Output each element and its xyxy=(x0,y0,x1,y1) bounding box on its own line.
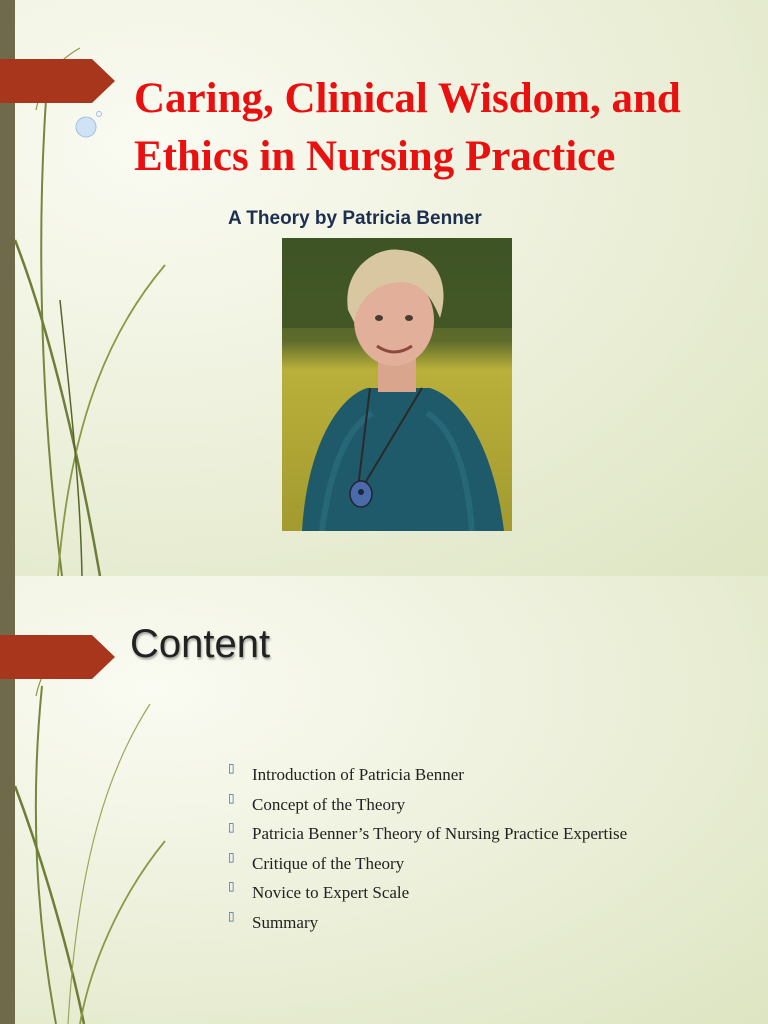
bullet-icon: ▯ xyxy=(228,879,235,893)
slide-title: Content xyxy=(130,622,271,666)
list-item: ▯ Critique of the Theory xyxy=(228,849,627,879)
bullet-icon: ▯ xyxy=(228,820,235,834)
list-item: ▯ Novice to Expert Scale xyxy=(228,878,627,908)
content-slide xyxy=(0,576,768,1024)
list-item: ▯ Concept of the Theory xyxy=(228,790,627,820)
title-arrow-marker xyxy=(0,59,115,103)
bullet-icon: ▯ xyxy=(228,908,235,923)
slide-subtitle: A Theory by Patricia Benner xyxy=(228,208,482,229)
bullet-icon: ▯ xyxy=(228,849,235,864)
title-arrow-marker xyxy=(0,635,115,679)
portrait-photo xyxy=(282,238,512,531)
bullet-icon: ▯ xyxy=(228,761,235,775)
content-list xyxy=(228,760,627,937)
bullet-icon: ▯ xyxy=(228,790,235,805)
list-item: ▯ Patricia Benner’s Theory of Nursing Practice Expertise xyxy=(228,819,627,849)
list-item: ▯ Summary xyxy=(228,908,627,938)
slide-title: Caring, Clinical Wisdom, and Ethics in Nursing Practice xyxy=(134,75,681,180)
list-item: ▯ Introduction of Patricia Benner xyxy=(228,760,627,790)
